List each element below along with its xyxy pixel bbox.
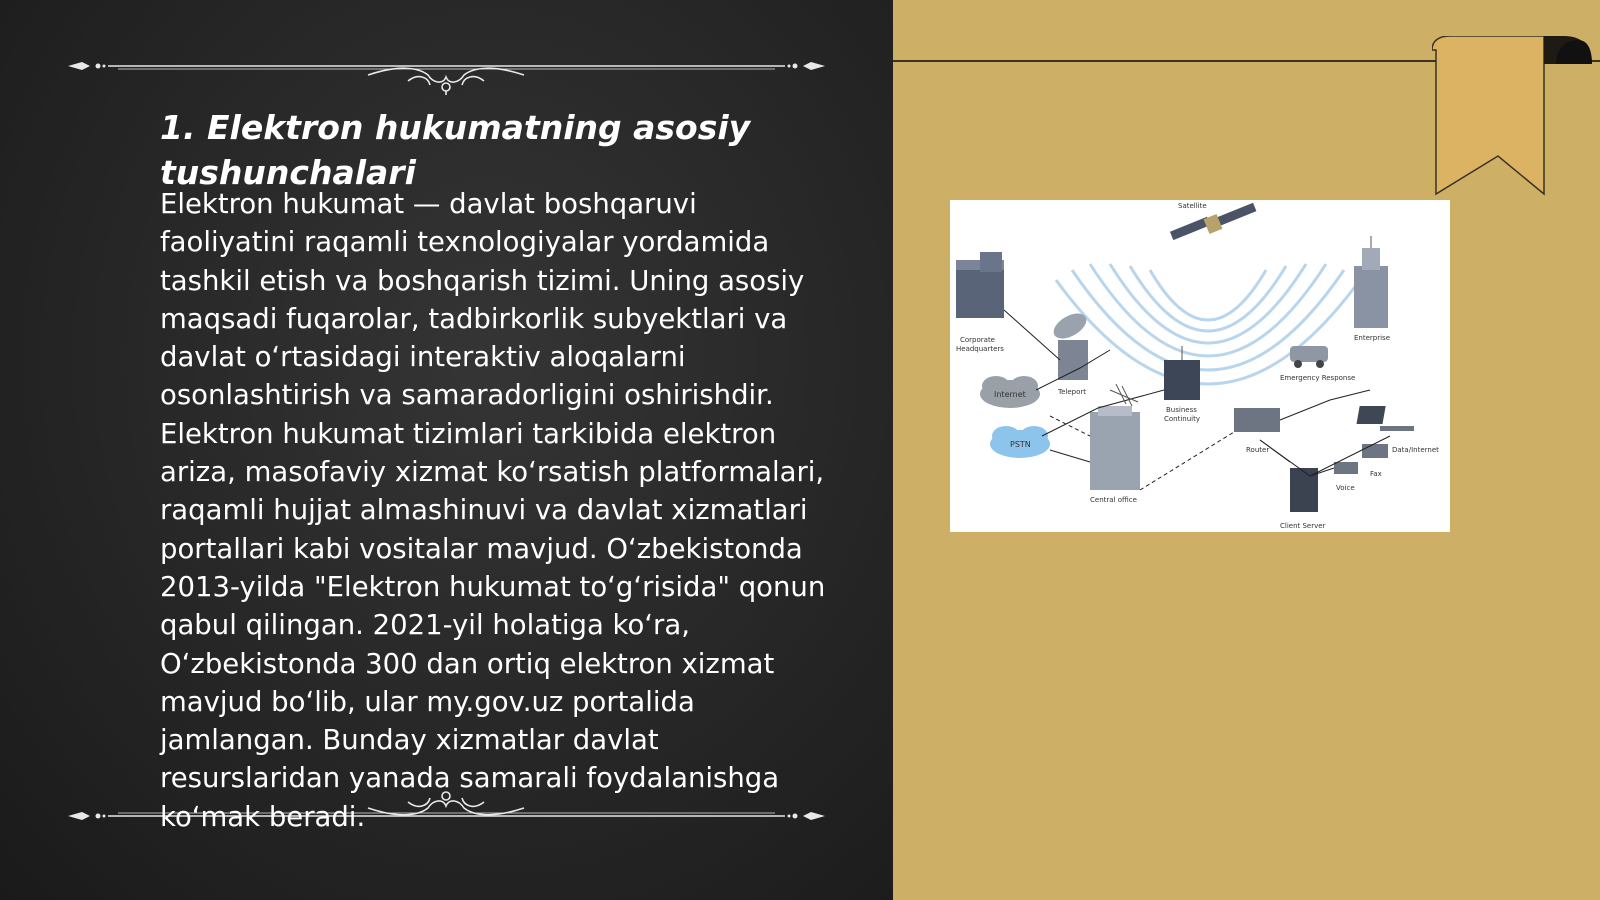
network-diagram-svg <box>950 200 1450 532</box>
label-pstn: PSTN <box>1010 440 1031 449</box>
phone-icon <box>1334 462 1358 474</box>
ornament-divider-top-icon <box>68 45 825 95</box>
fax-icon <box>1362 444 1388 458</box>
label-router: Router <box>1246 446 1270 454</box>
slide-title: 1. Elektron hukumatning asosiy tushunchalari <box>160 108 751 192</box>
corporate-hq-building-icon <box>956 252 1004 318</box>
enterprise-building-icon <box>1354 236 1388 328</box>
label-central-office: Central office <box>1090 496 1137 504</box>
label-voice: Voice <box>1336 484 1355 492</box>
label-teleport: Teleport <box>1058 388 1086 396</box>
label-business-1: Business <box>1166 406 1197 414</box>
label-internet: Internet <box>994 390 1026 399</box>
router-icon <box>1234 408 1280 432</box>
slide-body-text: Elektron hukumat — davlat boshqaruvi faoliyatini raqamli texnologiyalar yordamida tashkil etish va boshqarish tizimi. Uning asosiy maqsadi fuqarolar, tadbirkorlik subyektlari va davlat oʻrtasidagi interaktiv aloqalarni osonlashtirish va samaradorligini oshirishdir. Elektron hukumat tizimlari tarkibida elektron ariza, masofaviy xizmat koʻrsatish platformalari, raqamli hujjat almashinuvi va davlat xizmatlari portallari kabi vositalar mavjud. Oʻzbekistonda 2013-yilda "Elektron hukumat toʻgʻrisida" qonun qabul qilingan. 2021-yil holatiga koʻra, Oʻzbekistonda 300 dan ortiq elektron xizmat mavjud boʻlib, ular my.gov.uz portalida jamlangan. Bunday xizmatlar davlat resurslaridan yanada samarali foydalanishga koʻmak beradi. <box>160 188 826 833</box>
laptop-icon <box>1357 406 1414 431</box>
network-diagram-image <box>950 200 1450 532</box>
central-office-building-icon <box>1090 406 1140 490</box>
network-dashed-lines <box>1050 416 1234 490</box>
label-emergency: Emergency Response <box>1280 374 1356 382</box>
antenna-icon <box>1110 384 1138 406</box>
label-business-2: Continuity <box>1164 415 1201 423</box>
label-data-internet: Data/Internet <box>1392 446 1439 454</box>
label-satellite: Satellite <box>1178 202 1207 210</box>
wireless-signal-icon <box>1056 264 1360 384</box>
label-enterprise: Enterprise <box>1354 334 1391 342</box>
label-fax: Fax <box>1370 470 1382 478</box>
label-client-server: Client Server <box>1280 522 1326 530</box>
emergency-vehicle-icon <box>1290 346 1328 368</box>
bookmark-ribbon-icon <box>1432 36 1592 200</box>
teleport-dish-icon <box>1049 308 1090 380</box>
label-corporate-2: Headquarters <box>956 345 1004 353</box>
label-corporate-1: Corporate <box>960 336 995 344</box>
